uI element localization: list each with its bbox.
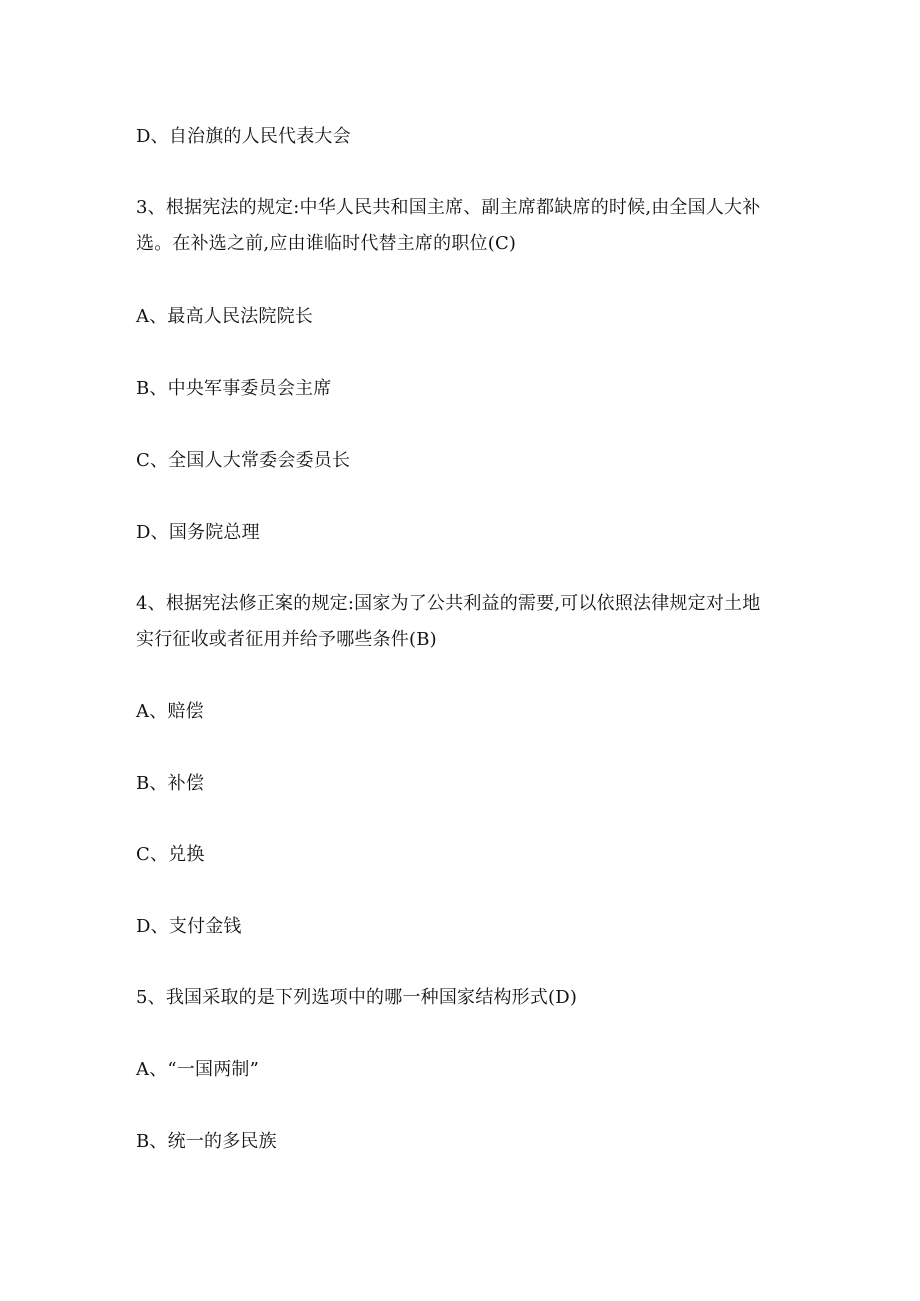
question-5-option-b: B、统一的多民族	[136, 1131, 277, 1152]
question-4	[136, 586, 796, 658]
question-4-option-d: D、支付金钱	[136, 916, 242, 937]
question-5-option-a: A、“一国两制”	[136, 1059, 260, 1080]
question-3-option-a: A、最高人民法院院长	[136, 306, 313, 327]
question-4-option-b: B、补偿	[136, 773, 205, 794]
question-3-line-1: 3、根据宪法的规定:中华人民共和国主席、副主席都缺席的时候,由全国人大补	[136, 197, 761, 218]
question-3	[136, 190, 796, 262]
question-4-option-a: A、赔偿	[136, 701, 204, 722]
question-3-option-b: B、中央军事委员会主席	[136, 378, 332, 399]
question-5: 5、我国采取的是下列选项中的哪一种国家结构形式(D)	[136, 987, 578, 1008]
question-4-line-1: 4、根据宪法修正案的规定:国家为了公共利益的需要,可以依照法律规定对土地	[136, 593, 761, 614]
question-4-option-c: C、兑换	[136, 844, 205, 865]
question-3-option-d: D、国务院总理	[136, 522, 260, 543]
question-3-line-2: 选。在补选之前,应由谁临时代替主席的职位(C)	[136, 233, 517, 254]
question-4-line-2: 实行征收或者征用并给予哪些条件(B)	[136, 629, 437, 650]
question-3-option-c: C、全国人大常委会委员长	[136, 450, 351, 471]
option-d-previous: D、自治旗的人民代表大会	[136, 126, 351, 147]
